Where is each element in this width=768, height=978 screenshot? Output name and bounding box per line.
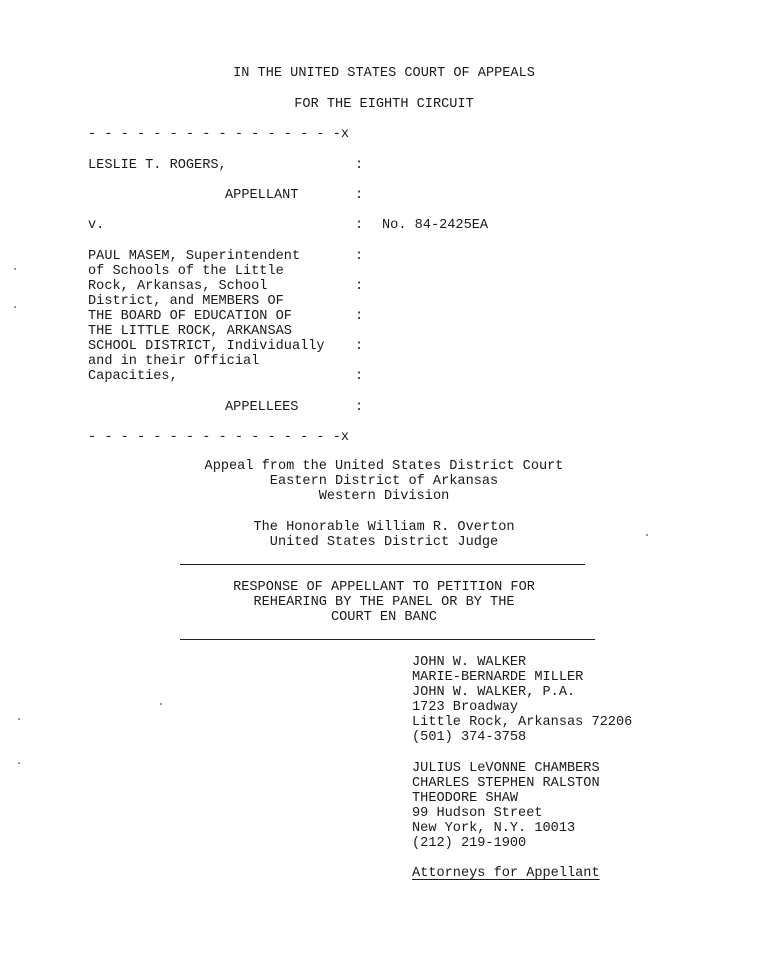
caption-colon: : <box>355 188 364 203</box>
caption-colon: : <box>355 279 364 294</box>
counsel-line: Little Rock, Arkansas 72206 <box>412 715 633 730</box>
appellee-role: APPELLEES <box>225 400 299 415</box>
divider-rule <box>180 564 585 565</box>
counsel-line: (501) 374-3758 <box>412 730 527 745</box>
appellee-line: THE BOARD OF EDUCATION OF <box>88 309 292 324</box>
counsel-line: THEODORE SHAW <box>412 791 519 806</box>
scan-speck <box>18 718 20 720</box>
caption-colon: : <box>355 158 364 173</box>
caption-colon: : <box>355 369 364 384</box>
appellee-line: District, and MEMBERS OF <box>88 294 284 309</box>
document-title-line: RESPONSE OF APPELLANT TO PETITION FOR <box>233 580 535 595</box>
judge-line: The Honorable William R. Overton <box>253 520 515 535</box>
scan-speck <box>160 703 162 705</box>
caption-border-top: - - - - - - - - - - - - - - - -x <box>88 127 350 142</box>
circuit-name: FOR THE EIGHTH CIRCUIT <box>294 97 474 112</box>
versus-label: v. <box>88 218 105 233</box>
appellee-line: SCHOOL DISTRICT, Individually <box>88 339 325 354</box>
appellee-line: Capacities, <box>88 369 178 384</box>
counsel-line: 1723 Broadway <box>412 700 519 715</box>
caption-colon: : <box>355 218 364 233</box>
appellee-line: of Schools of the Little <box>88 264 284 279</box>
scan-speck <box>14 268 16 270</box>
scan-speck <box>14 306 16 308</box>
document-title-line: REHEARING BY THE PANEL OR BY THE <box>253 595 515 610</box>
case-number: No. 84-2425EA <box>382 218 489 233</box>
counsel-line: New York, N.Y. 10013 <box>412 821 576 836</box>
counsel-line: 99 Hudson Street <box>412 806 543 821</box>
appellee-line: PAUL MASEM, Superintendent <box>88 249 301 264</box>
attorneys-signature: Attorneys for Appellant <box>412 866 600 881</box>
counsel-line: JOHN W. WALKER, P.A. <box>412 685 576 700</box>
scan-speck <box>646 534 648 536</box>
judge-line: United States District Judge <box>269 535 499 550</box>
caption-colon: : <box>355 249 364 264</box>
appeal-origin-line: Appeal from the United States District Court <box>204 459 564 474</box>
document-title-line: COURT EN BANC <box>330 610 438 625</box>
caption-colon: : <box>355 339 364 354</box>
appeal-origin-line: Western Division <box>318 489 450 504</box>
counsel-line: CHARLES STEPHEN RALSTON <box>412 776 600 791</box>
appellant-role: APPELLANT <box>225 188 299 203</box>
appellee-line: and in their Official <box>88 354 260 369</box>
court-name: IN THE UNITED STATES COURT OF APPEALS <box>233 66 535 81</box>
appellee-line: Rock, Arkansas, School <box>88 279 268 294</box>
divider-rule <box>180 639 595 640</box>
counsel-line: JULIUS LeVONNE CHAMBERS <box>412 761 600 776</box>
caption-colon: : <box>355 309 364 324</box>
caption-colon: : <box>355 400 364 415</box>
appeal-origin-line: Eastern District of Arkansas <box>269 474 499 489</box>
counsel-line: JOHN W. WALKER <box>412 655 527 670</box>
counsel-line: MARIE-BERNARDE MILLER <box>412 670 584 685</box>
appellee-line: THE LITTLE ROCK, ARKANSAS <box>88 324 292 339</box>
scan-speck <box>18 762 20 764</box>
caption-border-bottom: - - - - - - - - - - - - - - - -x <box>88 430 350 445</box>
counsel-line: (212) 219-1900 <box>412 836 527 851</box>
appellant-name: LESLIE T. ROGERS, <box>88 158 227 173</box>
